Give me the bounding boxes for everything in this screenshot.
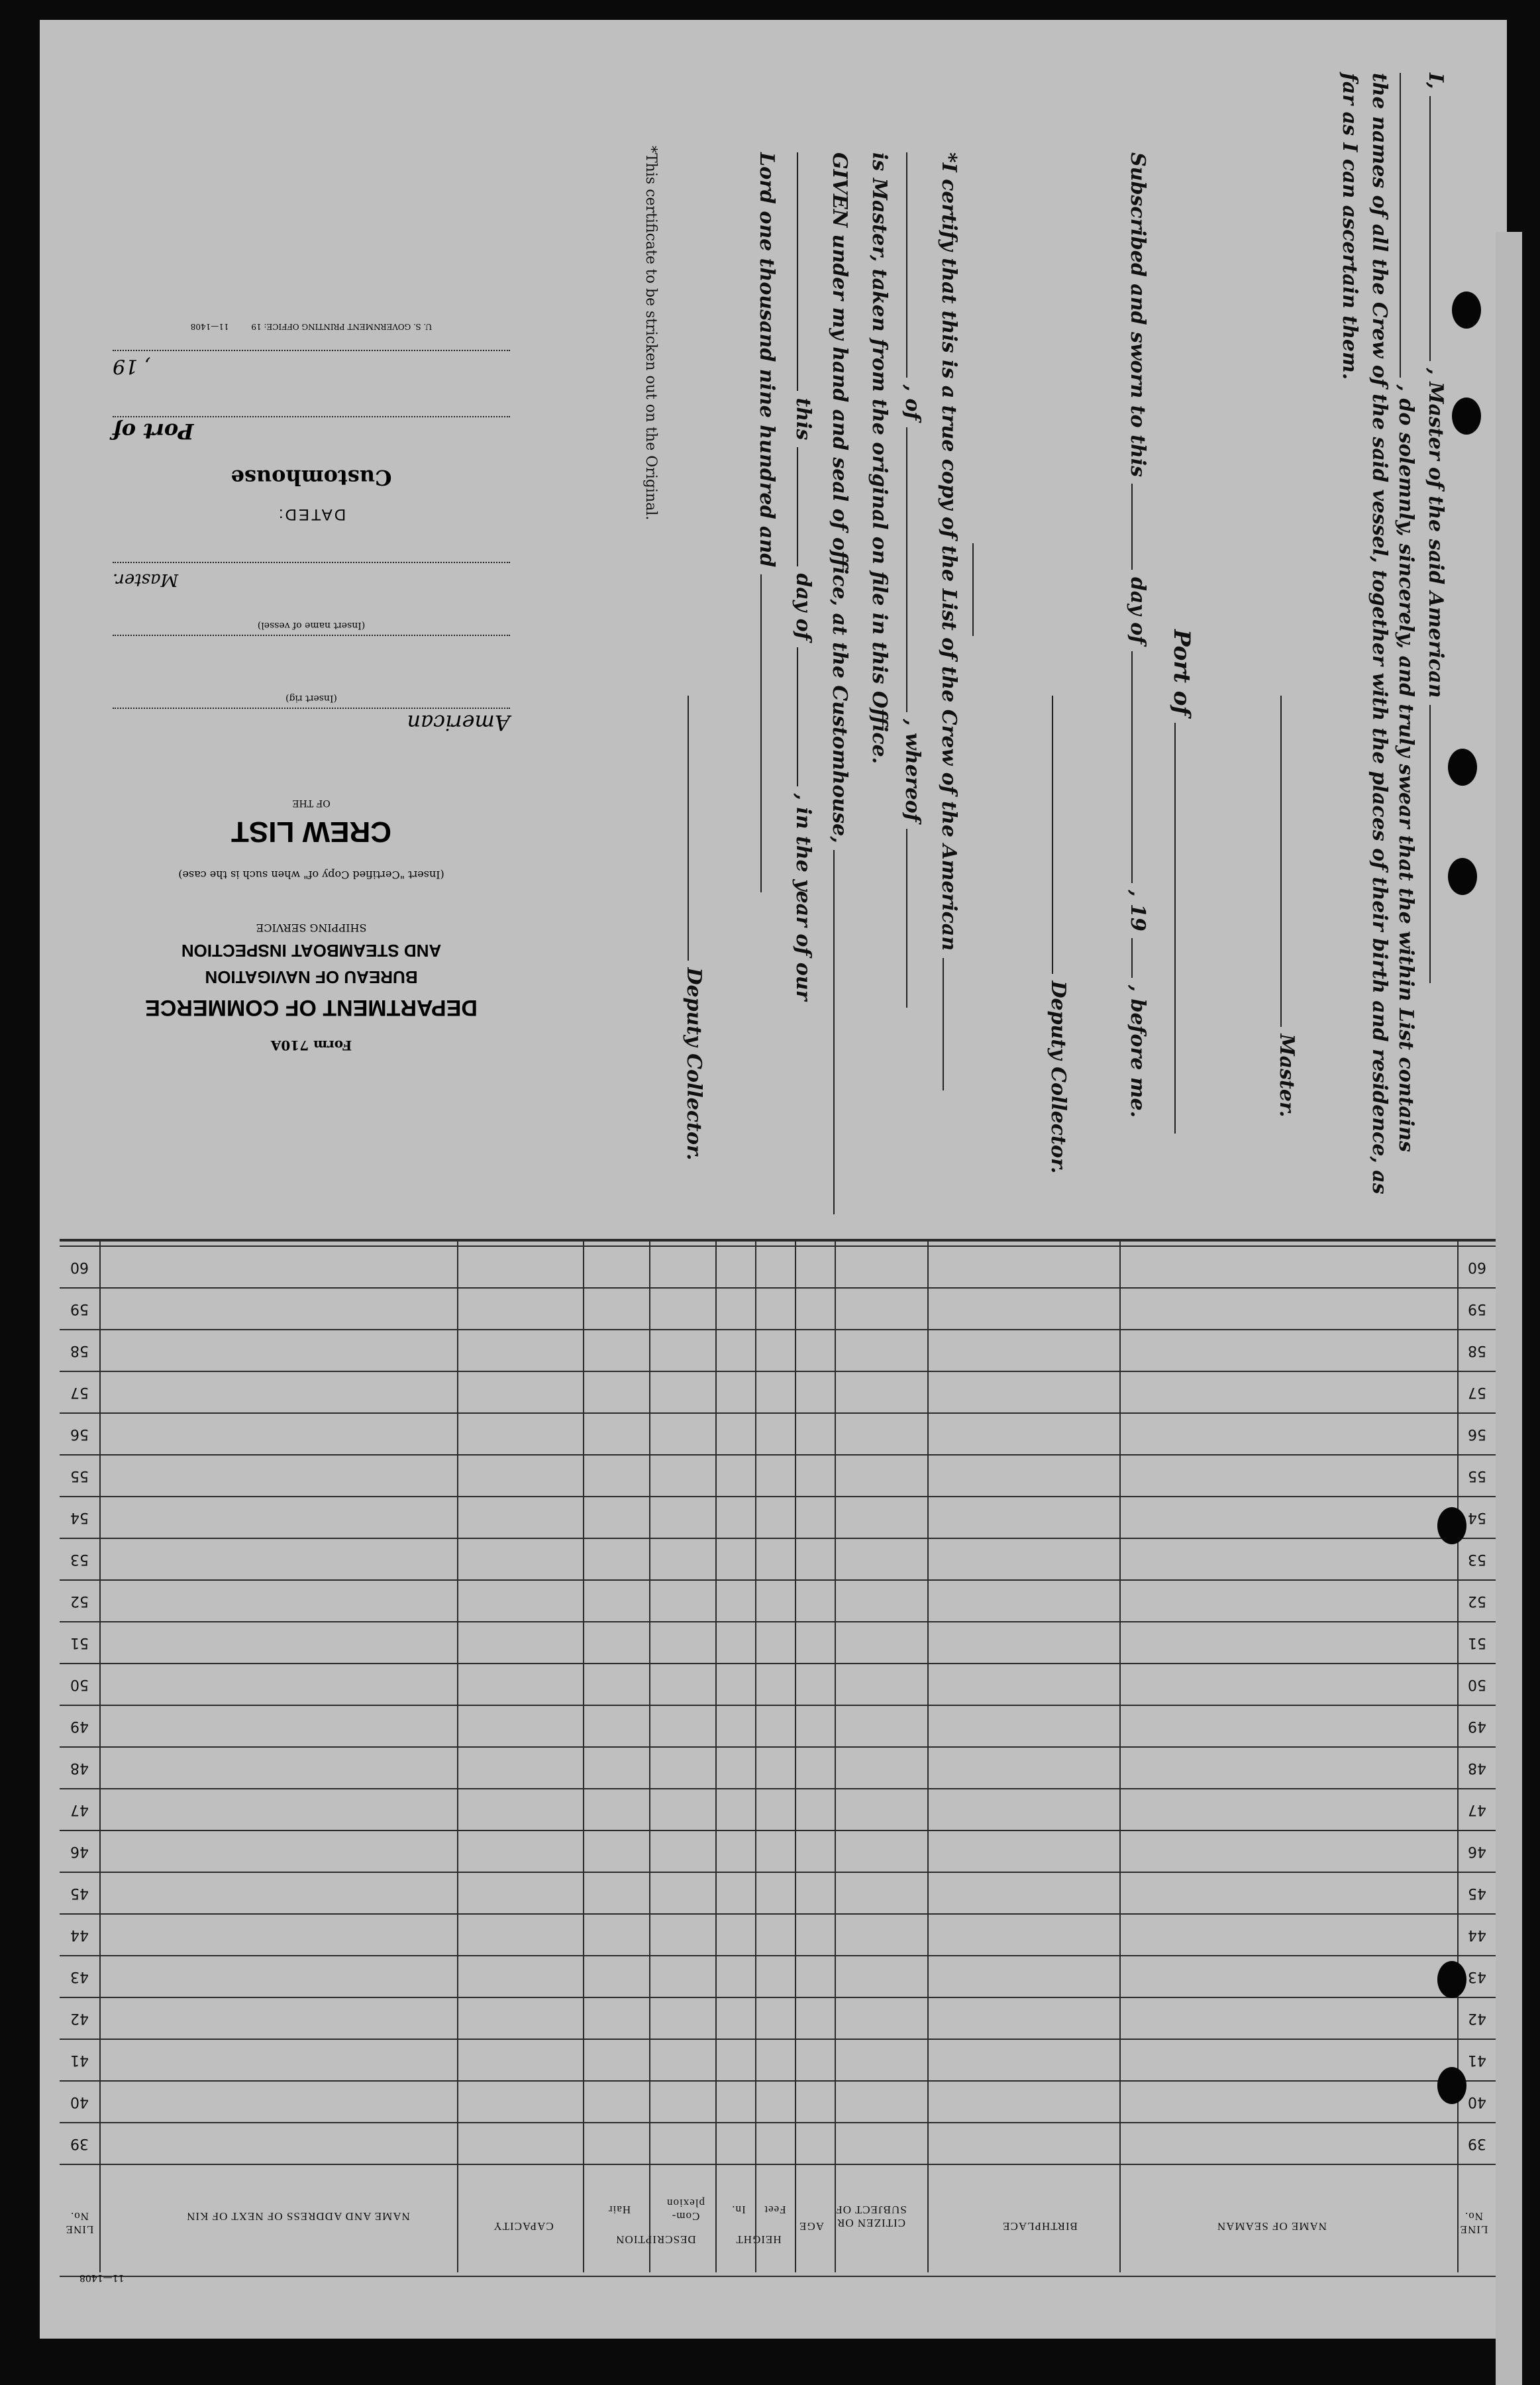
- row-number: 59: [70, 1300, 89, 1317]
- given-line: GIVEN under my hand and seal of office, at the Customhouse,: [828, 152, 854, 1214]
- row-number: 48: [70, 1760, 89, 1776]
- punch-hole: [1448, 858, 1477, 895]
- punch-hole: [1452, 292, 1481, 329]
- column-divider: [99, 1239, 101, 2272]
- column-divider: [927, 1239, 929, 2272]
- table-row[interactable]: [101, 1789, 1457, 1830]
- year-blank[interactable]: [1131, 938, 1153, 978]
- page-edge-tab: [1496, 232, 1522, 2385]
- punch-hole: [1437, 2067, 1466, 2104]
- of-the: OF THE: [292, 798, 331, 808]
- row-number: 42: [70, 2010, 89, 2027]
- day-blank[interactable]: [1131, 484, 1153, 570]
- row-number: 55: [70, 1467, 89, 1484]
- header-height: HEIGHT: [735, 2233, 782, 2246]
- column-divider: [649, 1239, 650, 2272]
- row-number: 54: [70, 1509, 89, 1526]
- row-number: 50: [1468, 1676, 1486, 1693]
- table-row[interactable]: [101, 1998, 1457, 2039]
- row-number: 41: [1468, 2052, 1486, 2068]
- punch-hole: [1437, 1961, 1466, 1998]
- header-name-of-seaman: NAME OF SEAMAN: [1216, 2220, 1327, 2233]
- row-number: 51: [70, 1634, 89, 1651]
- row-number: 39: [70, 2135, 89, 2152]
- department: DEPARTMENT OF COMMERCE: [145, 995, 478, 1020]
- row-number: 60: [70, 1259, 89, 1275]
- printing-office: U. S. GOVERNMENT PRINTING OFFICE: 19 11—1408: [190, 322, 433, 331]
- dated-label: DATED:: [276, 505, 346, 523]
- header-in: In.: [731, 2203, 746, 2216]
- table-row[interactable]: [101, 1664, 1457, 1705]
- column-divider: [835, 1239, 836, 2272]
- header-complexion: Com- plexion: [666, 2197, 705, 2223]
- row-number: 53: [70, 1551, 89, 1567]
- oath-i: I,: [1424, 73, 1447, 89]
- row-number: 58: [1468, 1342, 1486, 1359]
- row-number: 42: [1468, 2010, 1486, 2027]
- row-number: 45: [70, 1885, 89, 1901]
- back-panel: [86, 152, 537, 1080]
- table-top-border: [60, 1239, 1504, 1242]
- deputy-signature-blank[interactable]: [1052, 696, 1073, 974]
- table-row[interactable]: [101, 1414, 1457, 1454]
- column-divider: [457, 1239, 458, 2272]
- header-hair: Hair: [607, 2203, 631, 2216]
- row-number: 45: [1468, 1885, 1486, 1901]
- row-number: 39: [1468, 2135, 1486, 2152]
- table-row[interactable]: [101, 2040, 1457, 2080]
- table-row[interactable]: [101, 1831, 1457, 1872]
- row-number: 49: [70, 1718, 89, 1734]
- table-row[interactable]: [101, 2082, 1457, 2122]
- insert-certified: (Insert "Certified Copy of" when such is the case): [178, 869, 444, 881]
- vessel-blank[interactable]: [1429, 705, 1451, 983]
- master-line[interactable]: Master.: [113, 562, 510, 590]
- row-number: 57: [70, 1384, 89, 1401]
- certify-vessel-blank[interactable]: [943, 958, 964, 1090]
- oath-port-of: Port of: [1168, 629, 1196, 1134]
- name-blank[interactable]: [1429, 96, 1451, 361]
- port-of-line[interactable]: Port of: [113, 416, 510, 444]
- table-row[interactable]: [101, 1581, 1457, 1621]
- row-number: 46: [1468, 1843, 1486, 1860]
- crew-list-form: [40, 20, 1507, 2339]
- header-feet: Feet: [764, 2203, 786, 2216]
- row-number: 52: [1468, 1593, 1486, 1609]
- row-number: 43: [70, 1968, 89, 1985]
- row-number: 60: [1468, 1259, 1486, 1275]
- row-number: 55: [1468, 1467, 1486, 1484]
- row-number: 40: [1468, 2094, 1486, 2110]
- shipping-service: SHIPPING SERVICE: [256, 922, 367, 934]
- column-divider: [1119, 1239, 1121, 2272]
- year-line[interactable]: , 19: [113, 350, 510, 378]
- table-row[interactable]: [101, 1956, 1457, 1997]
- table-row[interactable]: [101, 1873, 1457, 1913]
- table-row[interactable]: [101, 1372, 1457, 1412]
- oath-master-label: Master.: [1275, 696, 1302, 1117]
- divider-short: [967, 543, 994, 636]
- form-number: Form 710A: [270, 1037, 352, 1053]
- footnote: *This certificate to be stricken out on the Original.: [642, 146, 659, 521]
- oath-subscribed: Subscribed and sworn to this day of , 19 , before me.: [1126, 152, 1153, 1118]
- punch-hole: [1452, 398, 1481, 435]
- row-number: 59: [1468, 1300, 1486, 1317]
- header-bottom-border: [60, 2276, 1504, 2277]
- oath-deputy-collector: Deputy Collector.: [1047, 696, 1073, 1173]
- header-capacity: CAPACITY: [493, 2220, 554, 2233]
- header-age: AGE: [799, 2220, 824, 2233]
- table-row[interactable]: [101, 1539, 1457, 1579]
- header-line-no-left: LINE No.: [65, 2210, 94, 2236]
- table-row[interactable]: [101, 1330, 1457, 1371]
- punch-hole: [1437, 1507, 1466, 1544]
- header-citizen: CITIZEN OR SUBJECT OF: [835, 2203, 907, 2229]
- row-number: 44: [1468, 1927, 1486, 1943]
- header-line-no-right: LINE No.: [1459, 2210, 1488, 2236]
- row-number: 58: [70, 1342, 89, 1359]
- table-row[interactable]: [101, 1289, 1457, 1329]
- certify-line: *I certify that this is a true copy of the List of the Crew of the American: [937, 152, 964, 1090]
- vessel-blank-2[interactable]: [1400, 73, 1421, 378]
- crew-list-title: CREW LIST: [231, 816, 391, 848]
- column-divider: [795, 1239, 796, 2272]
- american-rig-line[interactable]: American: [113, 708, 510, 735]
- row-number: 56: [70, 1426, 89, 1442]
- table-row[interactable]: [101, 1622, 1457, 1663]
- row-divider: [60, 2164, 1504, 2165]
- row-number: 54: [1468, 1509, 1486, 1526]
- oath-line-4: far as I can ascertain them.: [1338, 73, 1361, 380]
- row-number: 50: [70, 1676, 89, 1693]
- lord-line: Lord one thousand nine hundred and: [755, 152, 782, 892]
- row-number: 46: [70, 1843, 89, 1860]
- is-master-line: is Master, taken from the original on file in this Office.: [868, 152, 891, 765]
- table-row[interactable]: [101, 1247, 1457, 1287]
- column-divider: [755, 1239, 756, 2272]
- header-next-of-kin: NAME AND ADDRESS OF NEXT OF KIN: [186, 2210, 410, 2223]
- oath-line-3: the names of all the Crew of the said vessel, together with the places of their birth and residence, as: [1368, 73, 1391, 1194]
- row-number: 47: [70, 1801, 89, 1818]
- oath-line-1: [1424, 73, 1451, 983]
- row-number: 44: [70, 1927, 89, 1943]
- oath-master-of: , Master of the said American: [1424, 368, 1447, 698]
- row-number: 49: [1468, 1718, 1486, 1734]
- insert-vessel: (Insert name of vessel): [257, 620, 366, 631]
- column-divider: [715, 1239, 717, 2272]
- table-row[interactable]: [101, 1706, 1457, 1746]
- row-number: 56: [1468, 1426, 1486, 1442]
- column-divider: [583, 1239, 584, 2272]
- table-row[interactable]: [101, 1748, 1457, 1788]
- oath-section: [40, 20, 1507, 1206]
- steamboat: AND STEAMBOAT INSPECTION: [181, 941, 442, 961]
- crew-table: [60, 1192, 1504, 2283]
- row-number: 51: [1468, 1634, 1486, 1651]
- row-number: 53: [1468, 1551, 1486, 1567]
- row-number: 52: [70, 1593, 89, 1609]
- bureau: BUREAU OF NAVIGATION: [205, 967, 418, 987]
- row-number: 48: [1468, 1760, 1486, 1776]
- table-row[interactable]: [101, 1456, 1457, 1496]
- insert-rig: (Insert rig): [285, 693, 337, 704]
- customhouse-label: Customhouse: [231, 465, 392, 490]
- master-signature-blank[interactable]: [1280, 696, 1302, 1027]
- footer-code: 11—1408: [79, 2272, 125, 2283]
- header-birthplace: BIRTHPLACE: [1002, 2220, 1078, 2233]
- this-day-line: this day of , in the year of our: [792, 152, 818, 1000]
- header-description: DESCRIPTION: [615, 2233, 696, 2246]
- table-row[interactable]: [101, 1497, 1457, 1538]
- punch-hole: [1448, 749, 1477, 786]
- table-row[interactable]: [101, 1915, 1457, 1955]
- row-number: 40: [70, 2094, 89, 2110]
- vessel-name-line[interactable]: [113, 635, 510, 662]
- deputy-collector-2: Deputy Collector.: [682, 696, 709, 1160]
- table-row[interactable]: [101, 2123, 1457, 2164]
- certify-line-2: , of , whereof: [901, 152, 927, 1008]
- month-blank[interactable]: [1131, 651, 1153, 883]
- row-number: 43: [1468, 1968, 1486, 1985]
- row-number: 57: [1468, 1384, 1486, 1401]
- row-number: 41: [70, 2052, 89, 2068]
- oath-line-2: , do solemnly, sincerely, and truly swear that the within List contains: [1394, 73, 1421, 1152]
- row-number: 47: [1468, 1801, 1486, 1818]
- port-blank[interactable]: [1174, 723, 1196, 1134]
- column-divider: [1457, 1239, 1459, 2272]
